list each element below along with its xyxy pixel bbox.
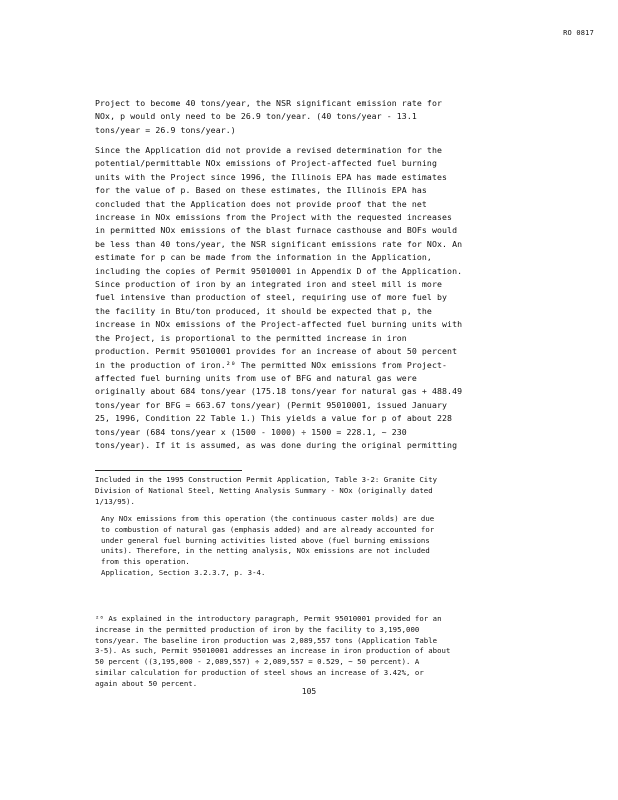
footnote-line: again about 50 percent. [95, 678, 198, 688]
text-line: Project to become 40 tons/year, the NSR significant emission rate for [95, 98, 443, 108]
text-line: tons/year for BFG = 663.67 tons/year) (Permit 95010001, issued January [95, 399, 448, 410]
text-line: tons/year = 26.9 tons/year.) [95, 124, 236, 135]
text-line: tons/year (684 tons/year x (1500 - 1000) ÷ 1500 = 228.1, ~ 230 [95, 426, 407, 437]
footnote-line: Division of National Steel, Netting Analysis Summary - NOx (originally dated [95, 485, 433, 495]
text-line: for the value of p. Based on these estimates, the Illinois EPA has [95, 185, 427, 196]
footnote-line: increase in the permitted production of iron by the facility to 3,195,000 [95, 624, 420, 634]
footnote-line: Included in the 1995 Construction Permit Application, Table 3-2: Granite City [95, 475, 438, 484]
footnote-line: 3-5). As such, Permit 95010001 addresses an increase in iron production of about [95, 646, 451, 656]
body-paragraph-1 [95, 97, 535, 137]
text-line: Since the Application did not provide a revised determination for the [95, 145, 443, 155]
text-line: tons/year). If it is assumed, as was done during the original permitting [95, 439, 458, 450]
text-line: potential/permittable NOx emissions of Project-affected fuel burning [95, 158, 437, 169]
footnote-line: units). Therefore, in the netting analysis, NOx emissions are not included [101, 546, 430, 556]
footnote-line: ²⁰ As explained in the introductory paragraph, Permit 95010001 provided for an [95, 614, 442, 623]
text-line: in the production of iron.²⁰ The permitted NOx emissions from Project- [95, 359, 448, 370]
footnote-line: similar calculation for production of steel shows an increase of 3.42%, or [95, 667, 424, 677]
text-line: concluded that the Application does not provide proof that the net [95, 198, 427, 209]
text-line: production. Permit 95010001 provides for an increase of about 50 percent [95, 346, 458, 357]
footnote-line: 50 percent ((3,195,000 - 2,089,557) ÷ 2,089,557 = 0.529, ~ 50 percent). A [95, 657, 420, 667]
footnote-2 [101, 514, 535, 579]
text-line: units with the Project since 1996, the Illinois EPA has made estimates [95, 171, 448, 182]
text-line: NOx, p would only need to be 26.9 ton/year. (40 tons/year - 13.1 [95, 111, 417, 122]
text-line: the Project, is proportional to the permitted increase in iron [95, 332, 407, 343]
text-line: 25, 1996, Condition 22 Table 1.) This yields a value for p of about 228 [95, 413, 453, 424]
page-id: RO 0817 [563, 29, 594, 37]
text-line: the facility in Btu/ton produced, it should be expected that p, the [95, 305, 432, 316]
footnote-1 [95, 475, 535, 507]
text-line: in permitted NOx emissions of the blast furnace casthouse and BOFs would [95, 225, 458, 236]
page-number: 105 [301, 687, 317, 696]
footnote-line: Application, Section 3.2.3.7, p. 3-4. [101, 567, 266, 577]
footnote-line: under general fuel burning activities listed above (fuel burning emissions [101, 535, 430, 545]
text-line: including the copies of Permit 95010001 in Appendix D of the Application. [95, 265, 463, 276]
footnote-line: tons/year. The baseline iron production was 2,089,557 tons (Application Table [95, 635, 438, 645]
footnote-line: from this operation. [101, 557, 190, 567]
text-line: Since production of iron by an integrated iron and steel mill is more [95, 279, 443, 290]
text-line: estimate for p can be made from the information in the Application, [95, 252, 432, 263]
text-line: be less than 40 tons/year, the NSR significant emissions rate for NOx. An [95, 238, 463, 249]
footnote-line: Any NOx emissions from this operation (the continuous caster molds) are due [101, 514, 435, 523]
text-line: fuel intensive than production of steel, requiring use of more fuel by [95, 292, 448, 303]
text-line: increase in NOx emissions from the Project with the requested increases [95, 212, 453, 223]
text-line: affected fuel burning units from use of BFG and natural gas were [95, 372, 417, 383]
footnote-line: to combustion of natural gas (emphasis added) and are already accounted for [101, 524, 435, 534]
footnote-divider [95, 470, 242, 471]
footnote-line: 1/13/95). [95, 496, 135, 506]
text-line: increase in NOx emissions of the Project-affected fuel burning units with [95, 319, 463, 330]
body-paragraph-2 [95, 144, 535, 452]
footnote-3 [95, 614, 535, 690]
text-line: originally about 684 tons/year (175.18 tons/year for natural gas + 488.49 [95, 386, 463, 397]
